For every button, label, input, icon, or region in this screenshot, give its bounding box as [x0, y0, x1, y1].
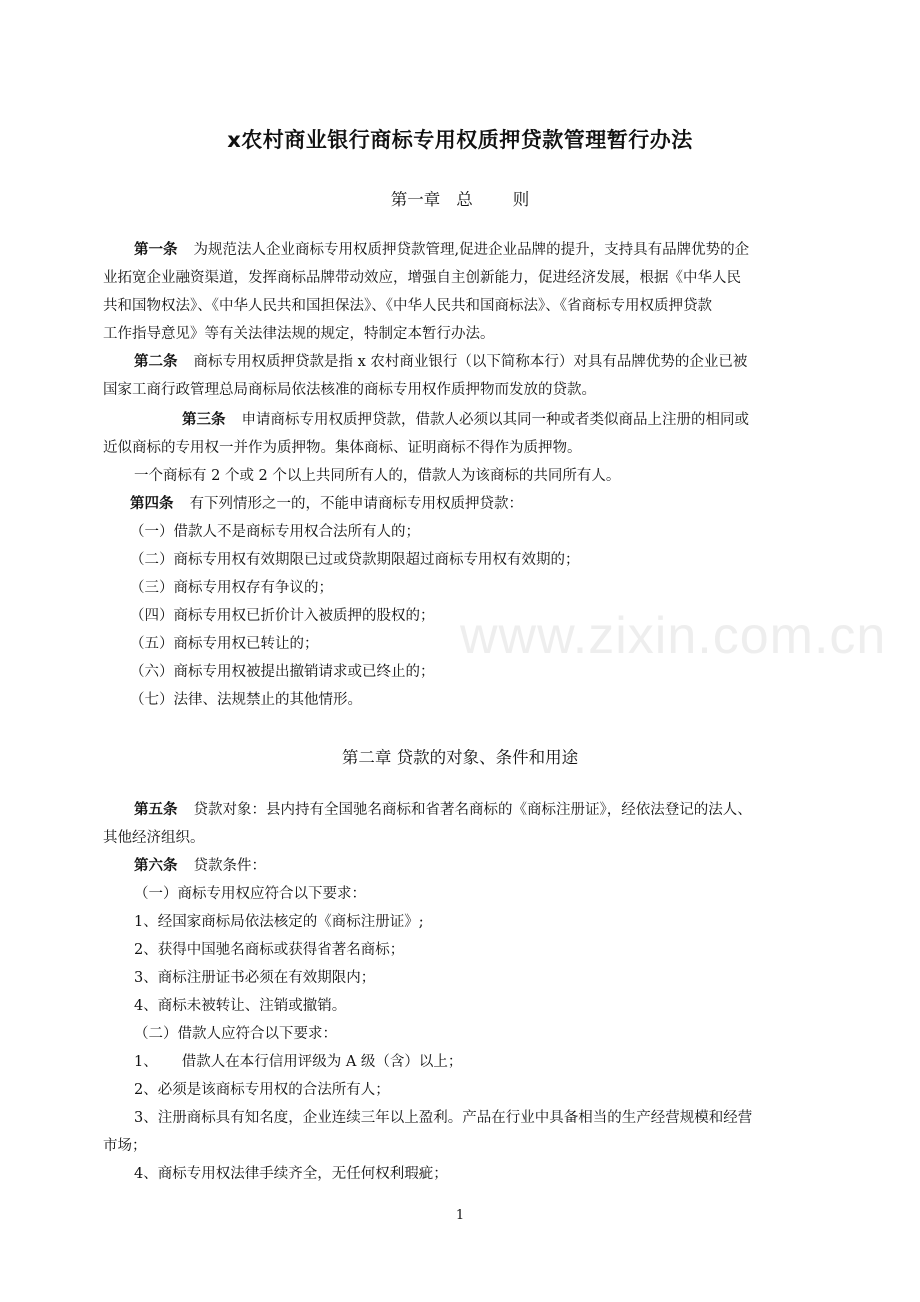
list-item: （七）法律、法规禁止的其他情形。 — [130, 692, 362, 708]
document-title: x农村商业银行商标专用权质押贷款管理暂行办法 — [227, 128, 693, 152]
article-6-label: 第六条 — [134, 858, 178, 874]
list-item: （二）商标专用权有效期限已过或贷款期限超过商标专用权有效期的； — [130, 552, 580, 568]
list-item: 4、商标专用权法律手续齐全，无任何权利瑕疵； — [134, 1166, 448, 1182]
list-item: （四）商标专用权已折价计入被质押的股权的； — [130, 608, 435, 624]
article-4-label: 第四条 — [130, 496, 174, 512]
chapter-2-heading: 第二章 贷款的对象、条件和用途 — [341, 748, 579, 767]
article-5-line-1: 第五条 贷款对象：县内持有全国驰名商标和省著名商标的《商标注册证》，经依法登记的法人、 — [134, 802, 752, 818]
list-item: （三）商标专用权存有争议的； — [130, 580, 333, 596]
article-2-label: 第二条 — [134, 354, 178, 370]
list-item: 1、 借款人在本行信用评级为 A 级（含）以上； — [134, 1054, 463, 1070]
list-item: 4、商标未被转让、注销或撤销。 — [134, 998, 347, 1014]
list-item: 2、必须是该商标专用权的合法所有人； — [134, 1082, 390, 1098]
article-1-line-4: 工作指导意见》等有关法律法规的规定，特制定本暂行办法。 — [103, 326, 495, 342]
list-item-continuation: 市场； — [103, 1138, 147, 1154]
page-number: 1 — [455, 1208, 465, 1223]
article-6-subheading-1: （一）商标专用权应符合以下要求： — [134, 886, 366, 902]
list-item: 2、获得中国驰名商标或获得省著名商标； — [134, 942, 405, 958]
list-item: （一）借款人不是商标专用权合法所有人的； — [130, 524, 420, 540]
article-2-line-2: 国家工商行政管理总局商标局依法核准的商标专用权作质押物而发放的贷款。 — [103, 382, 596, 398]
article-5-line-2: 其他经济组织。 — [103, 830, 205, 846]
article-1-line-3: 共和国物权法》、《中华人民共和国担保法》、《中华人民共和国商标法》、《省商标专用权质押贷款 — [103, 298, 712, 314]
list-item: 1、经国家商标局依法核定的《商标注册证》; — [134, 914, 424, 930]
article-1-line-1: 第一条 为规范法人企业商标专用权质押贷款管理,促进企业品牌的提升，支持具有品牌优势的企 — [134, 242, 750, 258]
list-item: 3、商标注册证书必须在有效期限内； — [134, 970, 376, 986]
article-3-label: 第三条 — [182, 412, 226, 428]
article-2-line-1: 第二条 商标专用权质押贷款是指 x 农村商业银行（以下简称本行）对具有品牌优势的企业已被 — [134, 354, 748, 370]
chapter-1-word-1: 总 — [456, 190, 473, 209]
article-4-line-1: 第四条 有下列情形之一的，不能申请商标专用权质押贷款： — [130, 496, 523, 512]
article-3-line-1: 第三条 申请商标专用权质押贷款，借款人必须以其同一种或者类似商品上注册的相同或 — [182, 412, 749, 428]
list-item: （五）商标专用权已转让的； — [130, 636, 319, 652]
list-item: （六）商标专用权被提出撤销请求或已终止的； — [130, 664, 435, 680]
list-item: 3、注册商标具有知名度，企业连续三年以上盈利。产品在行业中具备相当的生产经营规模和经营 — [134, 1110, 753, 1126]
chapter-1-word-2: 则 — [512, 190, 530, 209]
article-6-subheading-2: （二）借款人应符合以下要求： — [134, 1026, 337, 1042]
article-1-line-2: 业拓宽企业融资渠道，发挥商标品牌带动效应，增强自主创新能力，促进经济发展，根据《中华人民 — [103, 270, 741, 286]
chapter-1-number: 第一章 — [390, 190, 441, 209]
article-6-line-1: 第六条 贷款条件： — [134, 858, 266, 874]
chapter-1-heading — [0, 186, 920, 210]
watermark: www.zixin.com.cn — [460, 607, 887, 665]
article-1-label: 第一条 — [134, 242, 178, 258]
article-3-line-2: 近似商标的专用权一并作为质押物。集体商标、证明商标不得作为质押物。 — [103, 440, 582, 456]
article-3-line-3: 一个商标有 2 个或 2 个以上共同所有人的，借款人为该商标的共同所有人。 — [134, 468, 621, 484]
article-5-label: 第五条 — [134, 802, 178, 818]
